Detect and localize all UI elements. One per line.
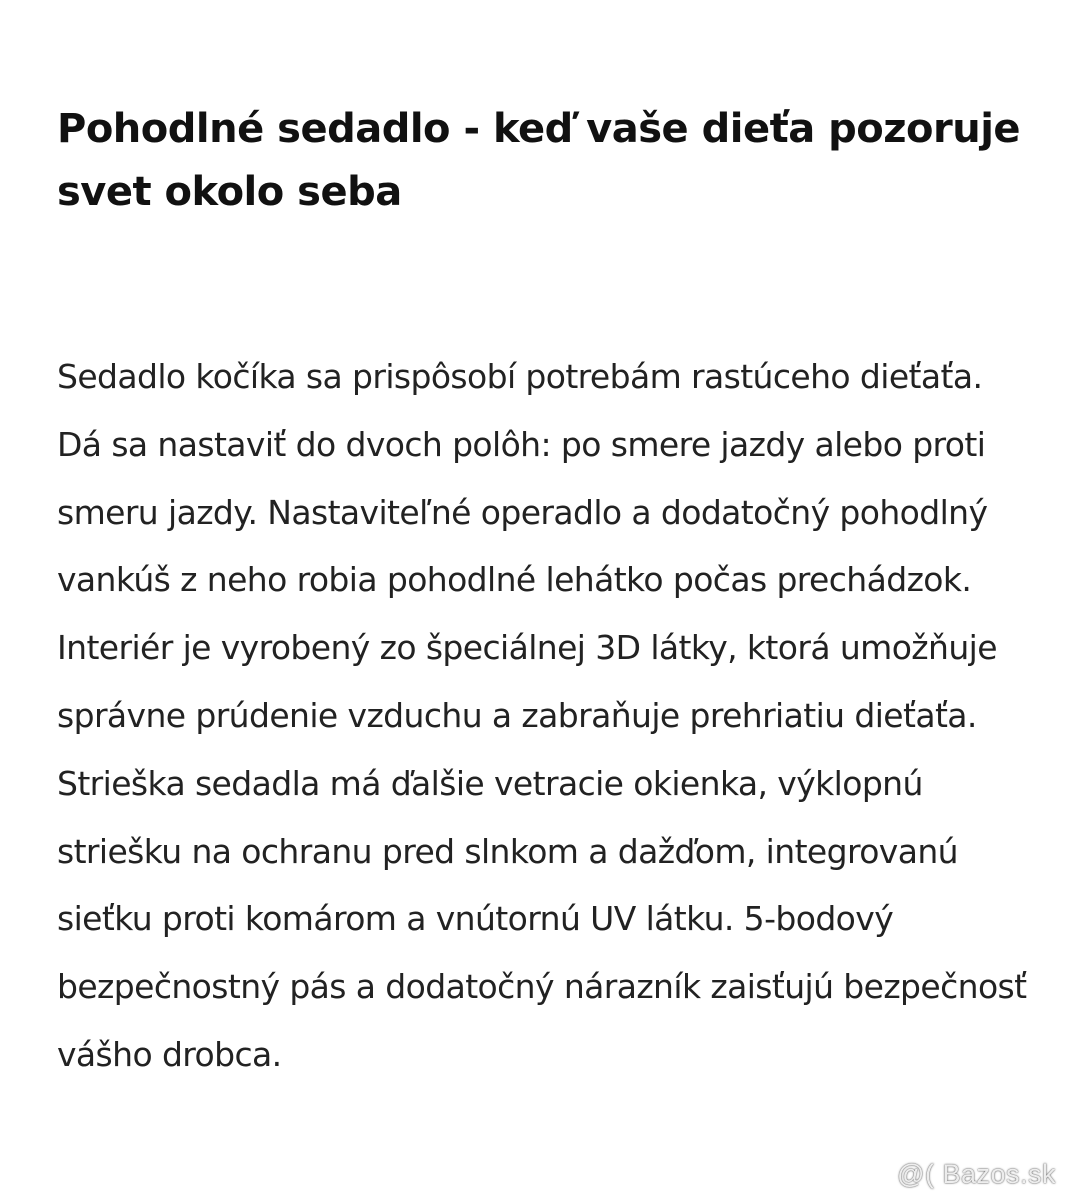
article-body: Sedadlo kočíka sa prispôsobí potrebám rastúceho dieťaťa. Dá sa nastaviť do dvoch polôh: po smere jazdy alebo proti smeru jazdy. Nastaviteľné operadlo a dodatočný pohodlný vankúš z neho robia pohodlné lehátko počas prechádzok. Interiér je vyrobený zo špeciálnej 3D látky, ktorá umožňuje správne prúdenie vzduchu a zabraňuje prehriatiu dieťaťa. Strieška sedadla má ďalšie vetracie okienka, výklopnú striešku na ochranu pred slnkom a dažďom, integrovanú sieťku proti komárom a vnútornú UV látku. 5-bodový bezpečnostný pás a dodatočný nárazník zaisťujú bezpečnosť vášho drobca. [57,357,1027,1074]
bazos-watermark: @( Bazos.sk [897,1159,1056,1189]
article-heading: Pohodlné sedadlo - keď vaše dieťa pozoruje svet okolo seba [57,106,1021,215]
article [57,98,1032,1089]
